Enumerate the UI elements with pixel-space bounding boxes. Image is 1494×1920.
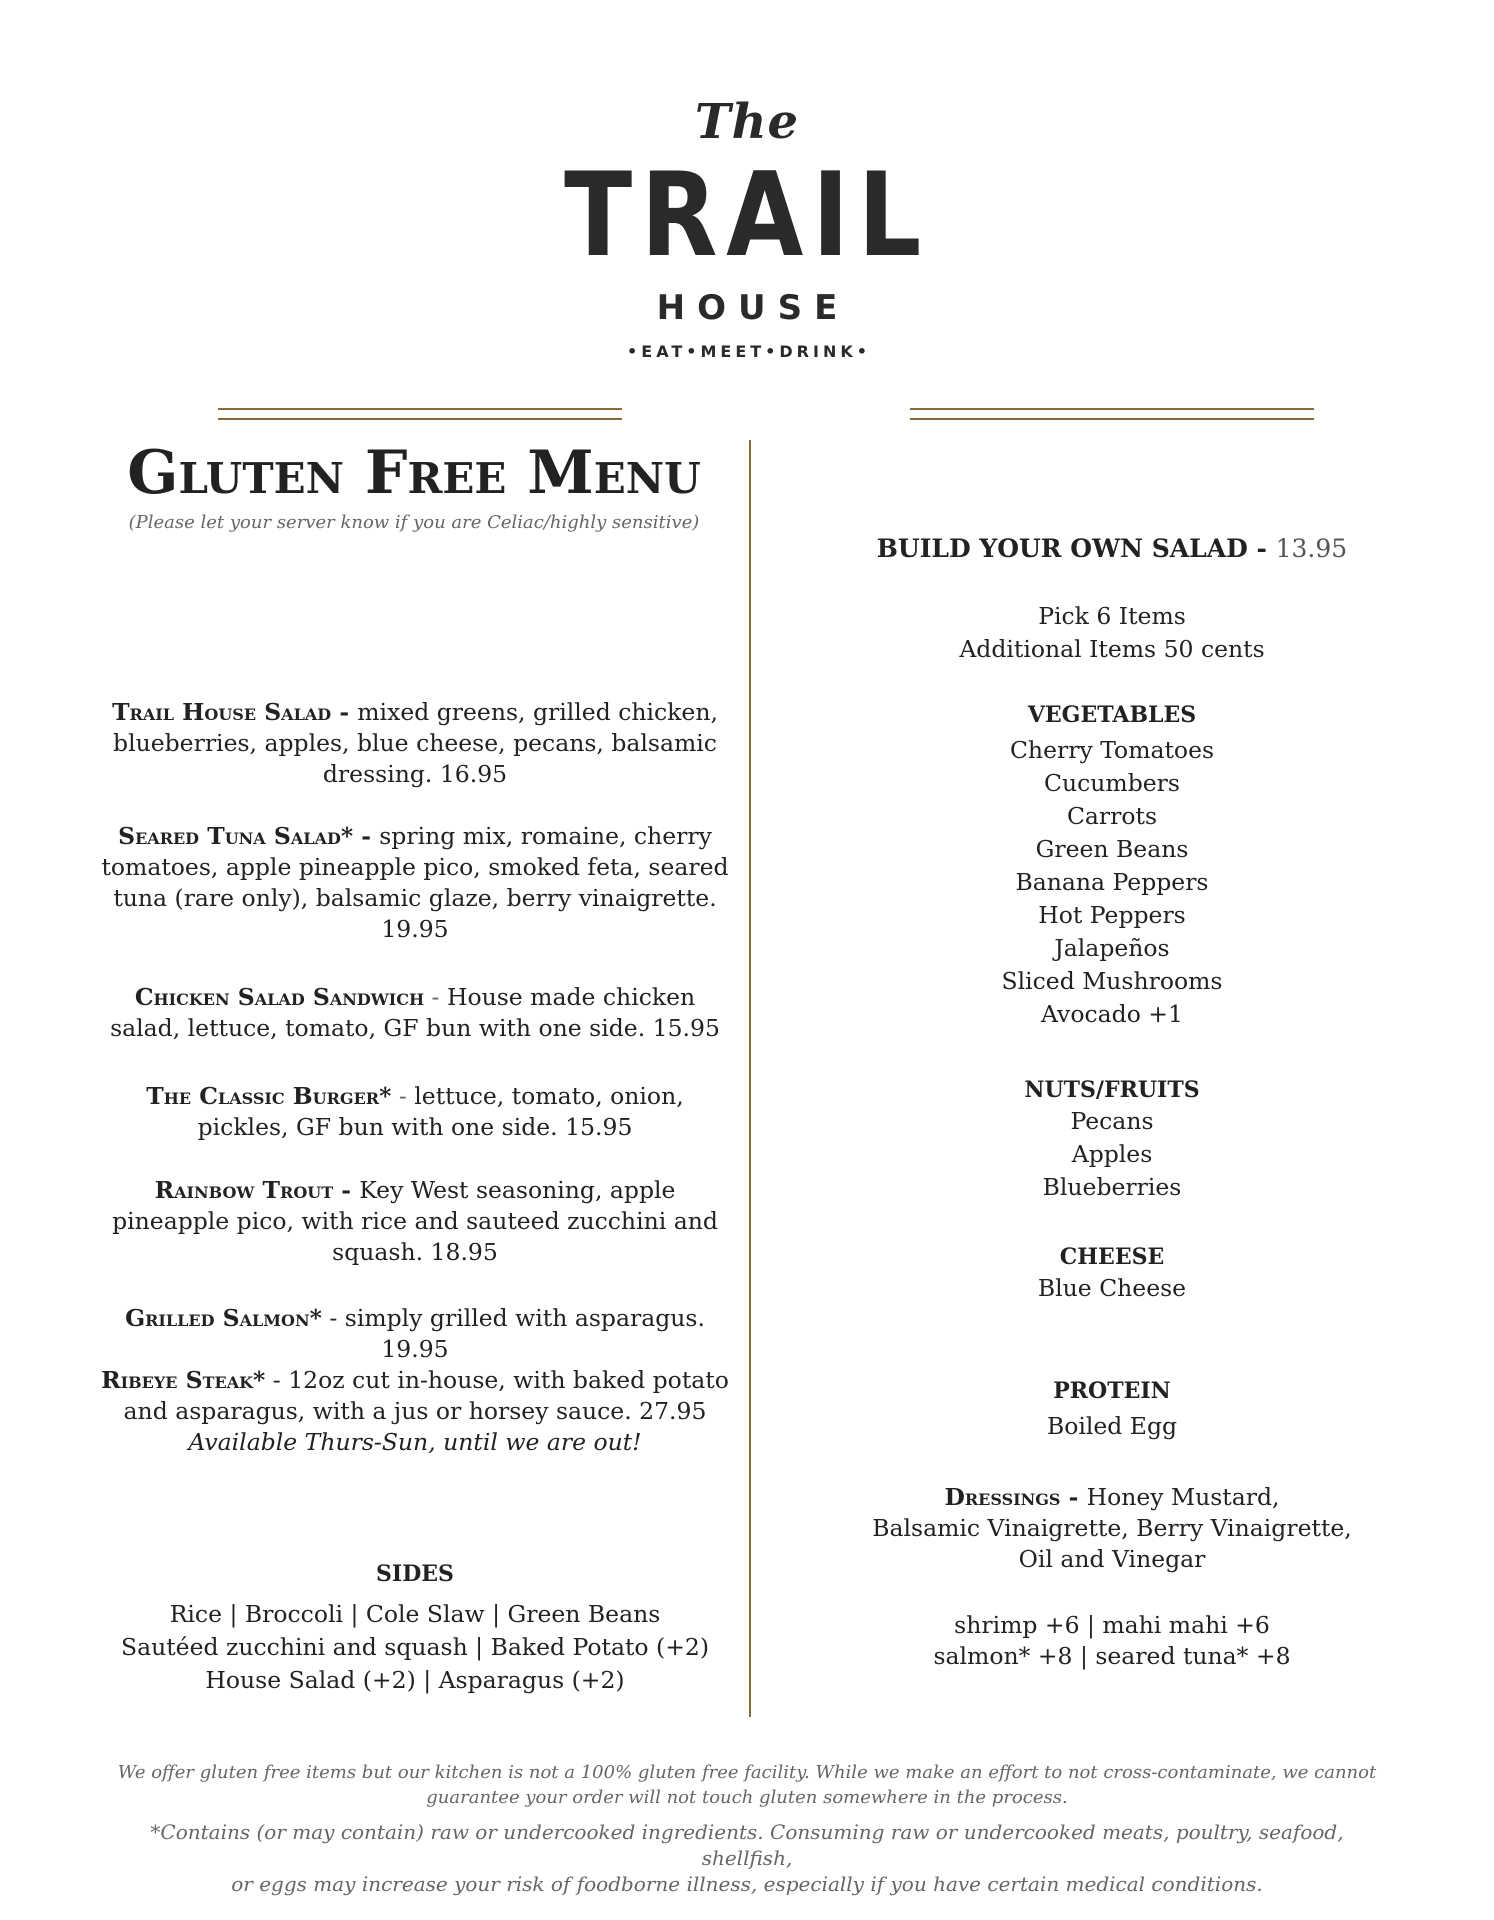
divider-right [910,408,1314,420]
column-divider [749,440,751,1717]
disclaimer-line: guarantee your order will not touch gluten somewhere in the process. [426,1787,1068,1808]
item-dash: - [331,698,358,726]
vegetables-list [860,734,1364,1031]
raw-food-warning [110,1819,1384,1897]
salad-additional: Additional Items 50 cents [959,635,1265,663]
list-item: Apples [1071,1140,1153,1168]
cheese-group [860,1242,1364,1305]
list-item: Blueberries [1042,1173,1182,1201]
menu-item [100,821,730,945]
sides-heading: SIDES [376,1561,454,1587]
item-name: Ribeye Steak* [101,1366,266,1394]
menu-item [100,1365,730,1458]
list-item: Avocado +1 [1041,1000,1183,1028]
warning-line: or eggs may increase your risk of foodborne illness, especially if you have certain medical conditions. [231,1872,1263,1896]
list-item: Carrots [1066,802,1158,830]
list-item: Jalapeños [1054,934,1170,962]
group-heading: CHEESE [1059,1244,1165,1270]
menu-subtitle: (Please let your server know if you are Celiac/highly sensitive) [128,512,700,533]
dressings-line [860,1482,1364,1513]
addon-line: shrimp +6 | mahi mahi +6 [954,1611,1270,1639]
salad-title: BUILD YOUR OWN SALAD [876,534,1248,563]
nuts-fruits-group [860,1075,1364,1204]
logo-the: The [694,94,800,150]
menu-title: Gluten Free Menu [127,438,701,508]
menu-item [100,1081,730,1143]
logo-tagline: •EAT•MEET•DRINK• [627,342,871,361]
item-description: Key West seasoning, apple pineapple pico, with rice and sauteed zucchini and squash. 18.95 [112,1176,718,1266]
item-dash: - [333,1176,360,1204]
list-item: Blue Cheese [1037,1274,1187,1302]
item-dash: - [265,1366,289,1394]
protein-addons [860,1610,1364,1672]
group-heading: PROTEIN [1053,1378,1171,1404]
item-note: Available Thurs-Sun, until we are out! [188,1428,642,1456]
restaurant-logo [0,96,1494,362]
list-item: Banana Peppers [1015,868,1209,896]
group-heading: NUTS/FRUITS [1024,1077,1200,1103]
dressings-dash: - [1060,1483,1087,1511]
disclaimer-line: We offer gluten free items but our kitchen is not a 100% gluten free facility. While we make an effort to not cross-contaminate, we cannot [117,1762,1377,1783]
item-name: Chicken Salad Sandwich [134,983,425,1011]
item-description: lettuce, tomato, onion, pickles, GF bun with one side. 15.95 [197,1082,684,1141]
list-item: Cucumbers [1044,769,1180,797]
menu-item [100,697,730,790]
dressings-text: Honey Mustard, [1086,1483,1280,1511]
logo-house: HOUSE [656,288,850,328]
list-item: Pecans [1070,1107,1154,1135]
list-item: Boiled Egg [1046,1412,1178,1440]
vegetables-group [860,700,1364,1031]
item-dash: - [321,1304,345,1332]
item-dash: - [391,1082,415,1110]
gluten-disclaimer [110,1760,1384,1810]
list-item: Sliced Mushrooms [1001,967,1223,995]
dressings-line: Oil and Vinegar [1018,1545,1206,1573]
sides-line: House Salad (+2) | Asparagus (+2) [205,1666,625,1694]
item-name: Trail House Salad [112,698,332,726]
logo-trail: TRAIL [564,148,930,283]
protein-group [860,1376,1364,1443]
salad-pick-info [860,600,1364,666]
item-name: Seared Tuna Salad* [118,822,354,850]
menu-item [100,1175,730,1268]
cheese-list [860,1272,1364,1305]
warning-line: *Contains (or may contain) raw or undercooked ingredients. Consuming raw or undercooked meats, poultry, seafood, shellfish, [150,1820,1344,1870]
salad-pick: Pick 6 Items [1038,602,1186,630]
build-your-own-salad-header [860,532,1364,566]
salad-price: 13.95 [1275,534,1348,563]
item-description: simply grilled with asparagus. 19.95 [344,1304,705,1363]
list-item: Green Beans [1035,835,1189,863]
list-item: Hot Peppers [1038,901,1186,929]
item-name: Grilled Salmon* [125,1304,322,1332]
list-item: Cherry Tomatoes [1009,736,1215,764]
item-name: Rainbow Trout [154,1176,334,1204]
protein-list [860,1410,1364,1443]
dressings-label: Dressings [944,1483,1061,1511]
item-dash: - [424,983,447,1011]
addon-line: salmon* +8 | seared tuna* +8 [933,1642,1291,1670]
divider-left [218,408,622,420]
item-description: House made chicken salad, lettuce, tomato, GF bun with one side. 15.95 [110,983,720,1042]
sides-line: Rice | Broccoli | Cole Slaw | Green Beans [169,1600,661,1628]
sides-list [100,1598,730,1697]
group-heading: VEGETABLES [1027,702,1197,728]
menu-item [100,982,730,1044]
salad-dash: - [1247,534,1276,563]
item-description: spring mix, romaine, cherry tomatoes, apple pineapple pico, smoked feta, seared tuna (rare only), balsamic glaze, berry vinaigrette. 19.95 [101,822,729,943]
item-description: 12oz cut in-house, with baked potato and asparagus, with a jus or horsey sauce. 27.95 [123,1366,729,1425]
item-name: The Classic Burger* [146,1082,392,1110]
nuts-fruits-list [860,1105,1364,1204]
item-description: mixed greens, grilled chicken, blueberries, apples, blue cheese, pecans, balsamic dressing. 16.95 [113,698,718,788]
item-dash: - [353,822,380,850]
sides-line: Sautéed zucchini and squash | Baked Potato (+2) [120,1633,710,1661]
dressings-line: Balsamic Vinaigrette, Berry Vinaigrette, [872,1514,1352,1542]
menu-item [100,1303,730,1365]
dressings-section [860,1482,1364,1575]
